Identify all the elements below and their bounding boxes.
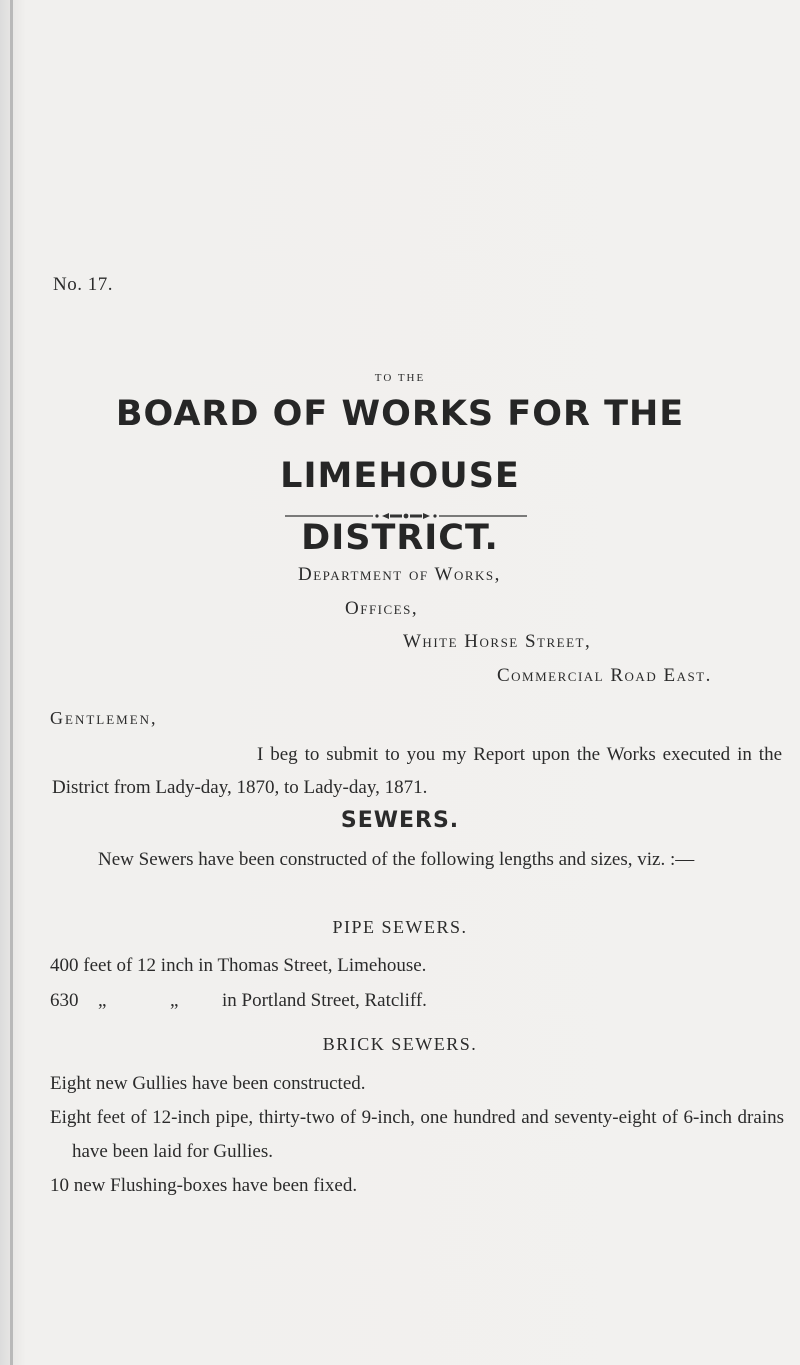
sewers-intro-paragraph: New Sewers have been constructed of the following lengths and sizes, viz. :— — [98, 849, 695, 870]
report-number: No. 17. — [53, 274, 113, 295]
pipe-location: in Portland Street, Ratcliff. — [222, 990, 427, 1011]
pipe-sewer-line-2 — [50, 990, 427, 1012]
brick-item-1: Eight new Gullies have been constructed. — [50, 1073, 366, 1094]
address-line-2: Offices, — [345, 598, 419, 619]
salutation: Gentlemen, — [50, 708, 158, 728]
ditto-mark: „ — [98, 990, 107, 1011]
ditto-mark: „ — [170, 990, 179, 1011]
pipe-length: 630 — [50, 990, 79, 1011]
address-line-3: White Horse Street, — [403, 631, 592, 652]
title-line-1: BOARD OF WORKS FOR THE LIMEHOUSE — [115, 394, 685, 496]
address-line-4: Commercial Road East. — [497, 665, 712, 686]
document-title — [0, 383, 800, 569]
brick-sewers-heading: BRICK SEWERS. — [322, 1034, 478, 1054]
brick-item-3: 10 new Flushing-boxes have been fixed. — [50, 1175, 358, 1196]
intro-paragraph: I beg to submit to you my Report upon the Works executed in the District from Lady-day, 1870, to Lady-day, 1871. — [52, 744, 782, 798]
brick-item-2: Eight feet of 12-inch pipe, thirty-two of 9-inch, one hundred and seventy-eight of 6-inch drains have been laid for Gullies. — [50, 1107, 784, 1162]
address-line-1: Department of Works, — [298, 564, 501, 585]
title-line-2: DISTRICT. — [301, 518, 499, 558]
binding-edge — [10, 0, 13, 1365]
section-heading-sewers: SEWERS. — [340, 808, 460, 833]
pipe-sewers-heading: PIPE SEWERS. — [332, 917, 468, 937]
addressee-prefix: TO THE — [374, 372, 426, 384]
pipe-sewer-line-1: 400 feet of 12 inch in Thomas Street, Limehouse. — [50, 955, 427, 976]
ornamental-rule — [285, 510, 527, 522]
